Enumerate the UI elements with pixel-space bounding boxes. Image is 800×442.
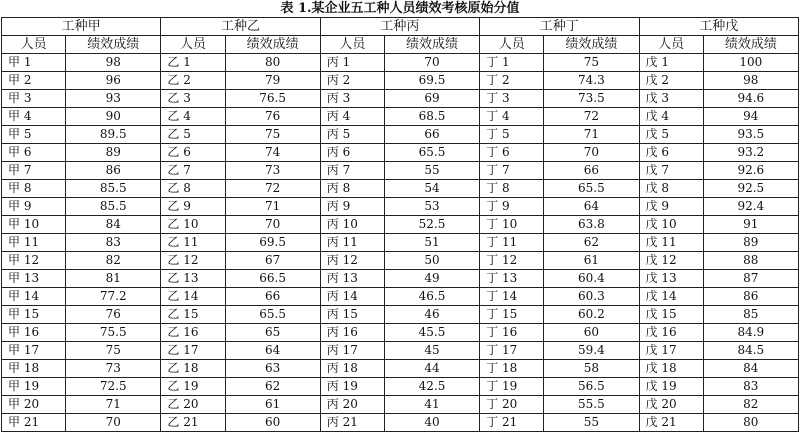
- score-cell: 96: [66, 72, 161, 90]
- score-cell: 92.6: [703, 162, 798, 180]
- person-cell: 丁 18: [480, 360, 544, 378]
- score-cell: 89: [703, 234, 798, 252]
- score-cell: 80: [225, 54, 320, 72]
- score-cell: 46: [384, 306, 479, 324]
- person-cell: 戊 18: [639, 360, 703, 378]
- person-cell: 乙 7: [161, 162, 225, 180]
- group-header-wu: 工种戊: [639, 18, 799, 36]
- score-cell: 90: [66, 108, 161, 126]
- score-cell: 94: [703, 108, 798, 126]
- person-cell: 乙 3: [161, 90, 225, 108]
- score-cell: 65.5: [384, 144, 479, 162]
- person-cell: 丙 2: [320, 72, 384, 90]
- score-cell: 83: [703, 378, 798, 396]
- score-cell: 69.5: [384, 72, 479, 90]
- score-cell: 50: [384, 252, 479, 270]
- person-cell: 丙 18: [320, 360, 384, 378]
- score-cell: 75: [66, 342, 161, 360]
- score-cell: 85.5: [66, 198, 161, 216]
- person-cell: 乙 6: [161, 144, 225, 162]
- person-cell: 丁 14: [480, 288, 544, 306]
- person-cell: 丙 8: [320, 180, 384, 198]
- score-cell: 44: [384, 360, 479, 378]
- score-cell: 70: [384, 54, 479, 72]
- score-cell: 72: [225, 180, 320, 198]
- person-cell: 乙 20: [161, 396, 225, 414]
- person-cell: 戊 7: [639, 162, 703, 180]
- person-cell: 乙 4: [161, 108, 225, 126]
- table-row: [2, 234, 799, 252]
- score-cell: 74.3: [544, 72, 639, 90]
- person-cell: 甲 17: [2, 342, 66, 360]
- table-row: [2, 396, 799, 414]
- score-cell: 73: [66, 360, 161, 378]
- table-row: [2, 324, 799, 342]
- score-cell: 75: [544, 54, 639, 72]
- score-cell: 49: [384, 270, 479, 288]
- score-cell: 85: [703, 306, 798, 324]
- person-cell: 甲 21: [2, 414, 66, 432]
- person-cell: 甲 8: [2, 180, 66, 198]
- score-cell: 46.5: [384, 288, 479, 306]
- score-cell: 66.5: [225, 270, 320, 288]
- person-cell: 戊 12: [639, 252, 703, 270]
- score-cell: 83: [66, 234, 161, 252]
- column-header-score: 绩效成绩: [66, 36, 161, 54]
- score-cell: 51: [384, 234, 479, 252]
- person-cell: 丙 12: [320, 252, 384, 270]
- score-cell: 64: [544, 198, 639, 216]
- person-cell: 丁 20: [480, 396, 544, 414]
- table-row: [2, 162, 799, 180]
- score-cell: 55: [544, 414, 639, 432]
- score-cell: 73.5: [544, 90, 639, 108]
- score-cell: 71: [225, 198, 320, 216]
- score-cell: 82: [66, 252, 161, 270]
- table-row: [2, 108, 799, 126]
- person-cell: 甲 7: [2, 162, 66, 180]
- person-cell: 甲 1: [2, 54, 66, 72]
- person-cell: 甲 9: [2, 198, 66, 216]
- score-cell: 79: [225, 72, 320, 90]
- score-cell: 70: [225, 216, 320, 234]
- person-cell: 甲 16: [2, 324, 66, 342]
- score-cell: 87: [703, 270, 798, 288]
- score-cell: 62: [225, 378, 320, 396]
- performance-score-table: [1, 17, 799, 432]
- table-row: [2, 306, 799, 324]
- person-cell: 乙 11: [161, 234, 225, 252]
- person-cell: 丁 6: [480, 144, 544, 162]
- table-row: [2, 72, 799, 90]
- person-cell: 丙 11: [320, 234, 384, 252]
- person-cell: 丁 9: [480, 198, 544, 216]
- score-cell: 63: [225, 360, 320, 378]
- person-cell: 乙 10: [161, 216, 225, 234]
- score-cell: 60.3: [544, 288, 639, 306]
- person-cell: 丁 21: [480, 414, 544, 432]
- score-cell: 84.5: [703, 342, 798, 360]
- score-cell: 77.2: [66, 288, 161, 306]
- score-cell: 88: [703, 252, 798, 270]
- score-cell: 80: [703, 414, 798, 432]
- score-cell: 75: [225, 126, 320, 144]
- person-cell: 戊 2: [639, 72, 703, 90]
- person-cell: 戊 21: [639, 414, 703, 432]
- person-cell: 丁 2: [480, 72, 544, 90]
- score-cell: 70: [66, 414, 161, 432]
- group-header-jia: 工种甲: [2, 18, 161, 36]
- person-cell: 丙 16: [320, 324, 384, 342]
- table-row: [2, 144, 799, 162]
- score-cell: 66: [225, 288, 320, 306]
- score-cell: 98: [703, 72, 798, 90]
- person-cell: 乙 16: [161, 324, 225, 342]
- person-cell: 丁 17: [480, 342, 544, 360]
- score-cell: 58: [544, 360, 639, 378]
- score-cell: 86: [703, 288, 798, 306]
- person-cell: 戊 15: [639, 306, 703, 324]
- person-cell: 乙 9: [161, 198, 225, 216]
- score-cell: 54: [384, 180, 479, 198]
- score-cell: 84: [703, 360, 798, 378]
- person-cell: 丙 7: [320, 162, 384, 180]
- person-cell: 丙 20: [320, 396, 384, 414]
- score-cell: 93.5: [703, 126, 798, 144]
- score-cell: 98: [66, 54, 161, 72]
- score-cell: 76: [225, 108, 320, 126]
- person-cell: 丁 8: [480, 180, 544, 198]
- score-cell: 85.5: [66, 180, 161, 198]
- person-cell: 戊 5: [639, 126, 703, 144]
- person-cell: 丙 6: [320, 144, 384, 162]
- person-cell: 丙 4: [320, 108, 384, 126]
- person-cell: 丙 21: [320, 414, 384, 432]
- person-cell: 丁 16: [480, 324, 544, 342]
- table-row: [2, 180, 799, 198]
- score-cell: 65.5: [544, 180, 639, 198]
- person-cell: 戊 10: [639, 216, 703, 234]
- score-cell: 94.6: [703, 90, 798, 108]
- person-cell: 乙 13: [161, 270, 225, 288]
- score-cell: 68.5: [384, 108, 479, 126]
- score-cell: 53: [384, 198, 479, 216]
- score-cell: 61: [225, 396, 320, 414]
- score-cell: 55.5: [544, 396, 639, 414]
- person-cell: 丁 11: [480, 234, 544, 252]
- score-cell: 55: [384, 162, 479, 180]
- person-cell: 甲 11: [2, 234, 66, 252]
- score-cell: 92.5: [703, 180, 798, 198]
- person-cell: 乙 15: [161, 306, 225, 324]
- person-cell: 丁 3: [480, 90, 544, 108]
- person-cell: 甲 19: [2, 378, 66, 396]
- person-cell: 丙 3: [320, 90, 384, 108]
- person-cell: 丙 5: [320, 126, 384, 144]
- person-cell: 丙 15: [320, 306, 384, 324]
- score-cell: 89.5: [66, 126, 161, 144]
- person-cell: 甲 15: [2, 306, 66, 324]
- table-row: [2, 126, 799, 144]
- score-cell: 86: [66, 162, 161, 180]
- score-cell: 41: [384, 396, 479, 414]
- table-row: [2, 216, 799, 234]
- person-cell: 乙 5: [161, 126, 225, 144]
- table-row: [2, 342, 799, 360]
- person-cell: 戊 6: [639, 144, 703, 162]
- person-cell: 甲 12: [2, 252, 66, 270]
- score-cell: 81: [66, 270, 161, 288]
- column-header-row: [2, 36, 799, 54]
- group-header-bing: 工种丙: [320, 18, 479, 36]
- table-body: [2, 54, 799, 432]
- score-cell: 100: [703, 54, 798, 72]
- person-cell: 戊 14: [639, 288, 703, 306]
- table-row: [2, 198, 799, 216]
- score-cell: 66: [384, 126, 479, 144]
- score-cell: 62: [544, 234, 639, 252]
- group-header-row: [2, 18, 799, 36]
- score-cell: 64: [225, 342, 320, 360]
- person-cell: 甲 3: [2, 90, 66, 108]
- person-cell: 乙 17: [161, 342, 225, 360]
- person-cell: 丁 10: [480, 216, 544, 234]
- person-cell: 丁 15: [480, 306, 544, 324]
- person-cell: 丙 10: [320, 216, 384, 234]
- person-cell: 乙 8: [161, 180, 225, 198]
- score-cell: 71: [544, 126, 639, 144]
- column-header-person: 人员: [2, 36, 66, 54]
- score-cell: 91: [703, 216, 798, 234]
- person-cell: 戊 17: [639, 342, 703, 360]
- score-cell: 60.2: [544, 306, 639, 324]
- score-cell: 69: [384, 90, 479, 108]
- person-cell: 甲 14: [2, 288, 66, 306]
- person-cell: 丁 19: [480, 378, 544, 396]
- person-cell: 乙 2: [161, 72, 225, 90]
- table-row: [2, 288, 799, 306]
- table-row: [2, 54, 799, 72]
- person-cell: 戊 16: [639, 324, 703, 342]
- person-cell: 丁 12: [480, 252, 544, 270]
- score-cell: 72: [544, 108, 639, 126]
- person-cell: 丙 14: [320, 288, 384, 306]
- score-cell: 92.4: [703, 198, 798, 216]
- person-cell: 乙 18: [161, 360, 225, 378]
- score-cell: 45: [384, 342, 479, 360]
- person-cell: 戊 9: [639, 198, 703, 216]
- score-cell: 60: [544, 324, 639, 342]
- table-row: [2, 90, 799, 108]
- score-cell: 72.5: [66, 378, 161, 396]
- score-cell: 82: [703, 396, 798, 414]
- group-header-yi: 工种乙: [161, 18, 320, 36]
- person-cell: 戊 1: [639, 54, 703, 72]
- score-cell: 60.4: [544, 270, 639, 288]
- person-cell: 乙 21: [161, 414, 225, 432]
- person-cell: 乙 12: [161, 252, 225, 270]
- person-cell: 丙 19: [320, 378, 384, 396]
- table-row: [2, 414, 799, 432]
- person-cell: 戊 4: [639, 108, 703, 126]
- score-cell: 56.5: [544, 378, 639, 396]
- score-cell: 73: [225, 162, 320, 180]
- score-cell: 65: [225, 324, 320, 342]
- score-cell: 84.9: [703, 324, 798, 342]
- person-cell: 戊 11: [639, 234, 703, 252]
- score-cell: 84: [66, 216, 161, 234]
- column-header-person: 人员: [480, 36, 544, 54]
- score-cell: 60: [225, 414, 320, 432]
- column-header-person: 人员: [161, 36, 225, 54]
- person-cell: 甲 18: [2, 360, 66, 378]
- score-cell: 66: [544, 162, 639, 180]
- score-cell: 52.5: [384, 216, 479, 234]
- person-cell: 丙 1: [320, 54, 384, 72]
- score-cell: 93: [66, 90, 161, 108]
- person-cell: 丁 4: [480, 108, 544, 126]
- person-cell: 戊 8: [639, 180, 703, 198]
- person-cell: 丁 7: [480, 162, 544, 180]
- person-cell: 甲 2: [2, 72, 66, 90]
- column-header-score: 绩效成绩: [703, 36, 798, 54]
- score-cell: 74: [225, 144, 320, 162]
- person-cell: 甲 10: [2, 216, 66, 234]
- person-cell: 丁 5: [480, 126, 544, 144]
- person-cell: 戊 19: [639, 378, 703, 396]
- person-cell: 丁 13: [480, 270, 544, 288]
- column-header-score: 绩效成绩: [384, 36, 479, 54]
- person-cell: 甲 13: [2, 270, 66, 288]
- table-row: [2, 252, 799, 270]
- column-header-person: 人员: [320, 36, 384, 54]
- score-cell: 59.4: [544, 342, 639, 360]
- score-cell: 75.5: [66, 324, 161, 342]
- person-cell: 戊 20: [639, 396, 703, 414]
- score-cell: 69.5: [225, 234, 320, 252]
- person-cell: 戊 13: [639, 270, 703, 288]
- person-cell: 乙 19: [161, 378, 225, 396]
- score-cell: 42.5: [384, 378, 479, 396]
- person-cell: 丁 1: [480, 54, 544, 72]
- score-cell: 45.5: [384, 324, 479, 342]
- table-row: [2, 270, 799, 288]
- person-cell: 乙 14: [161, 288, 225, 306]
- column-header-score: 绩效成绩: [225, 36, 320, 54]
- score-cell: 76: [66, 306, 161, 324]
- score-cell: 89: [66, 144, 161, 162]
- person-cell: 甲 20: [2, 396, 66, 414]
- score-cell: 93.2: [703, 144, 798, 162]
- group-header-ding: 工种丁: [480, 18, 639, 36]
- person-cell: 甲 4: [2, 108, 66, 126]
- person-cell: 甲 6: [2, 144, 66, 162]
- table-row: [2, 360, 799, 378]
- person-cell: 甲 5: [2, 126, 66, 144]
- person-cell: 丙 9: [320, 198, 384, 216]
- score-cell: 70: [544, 144, 639, 162]
- score-cell: 71: [66, 396, 161, 414]
- person-cell: 丙 17: [320, 342, 384, 360]
- person-cell: 乙 1: [161, 54, 225, 72]
- score-cell: 63.8: [544, 216, 639, 234]
- person-cell: 戊 3: [639, 90, 703, 108]
- column-header-person: 人员: [639, 36, 703, 54]
- score-cell: 76.5: [225, 90, 320, 108]
- table-row: [2, 378, 799, 396]
- score-cell: 40: [384, 414, 479, 432]
- person-cell: 丙 13: [320, 270, 384, 288]
- column-header-score: 绩效成绩: [544, 36, 639, 54]
- table-caption: 表 1.某企业五工种人员绩效考核原始分值: [280, 1, 520, 16]
- score-cell: 61: [544, 252, 639, 270]
- score-cell: 65.5: [225, 306, 320, 324]
- score-cell: 67: [225, 252, 320, 270]
